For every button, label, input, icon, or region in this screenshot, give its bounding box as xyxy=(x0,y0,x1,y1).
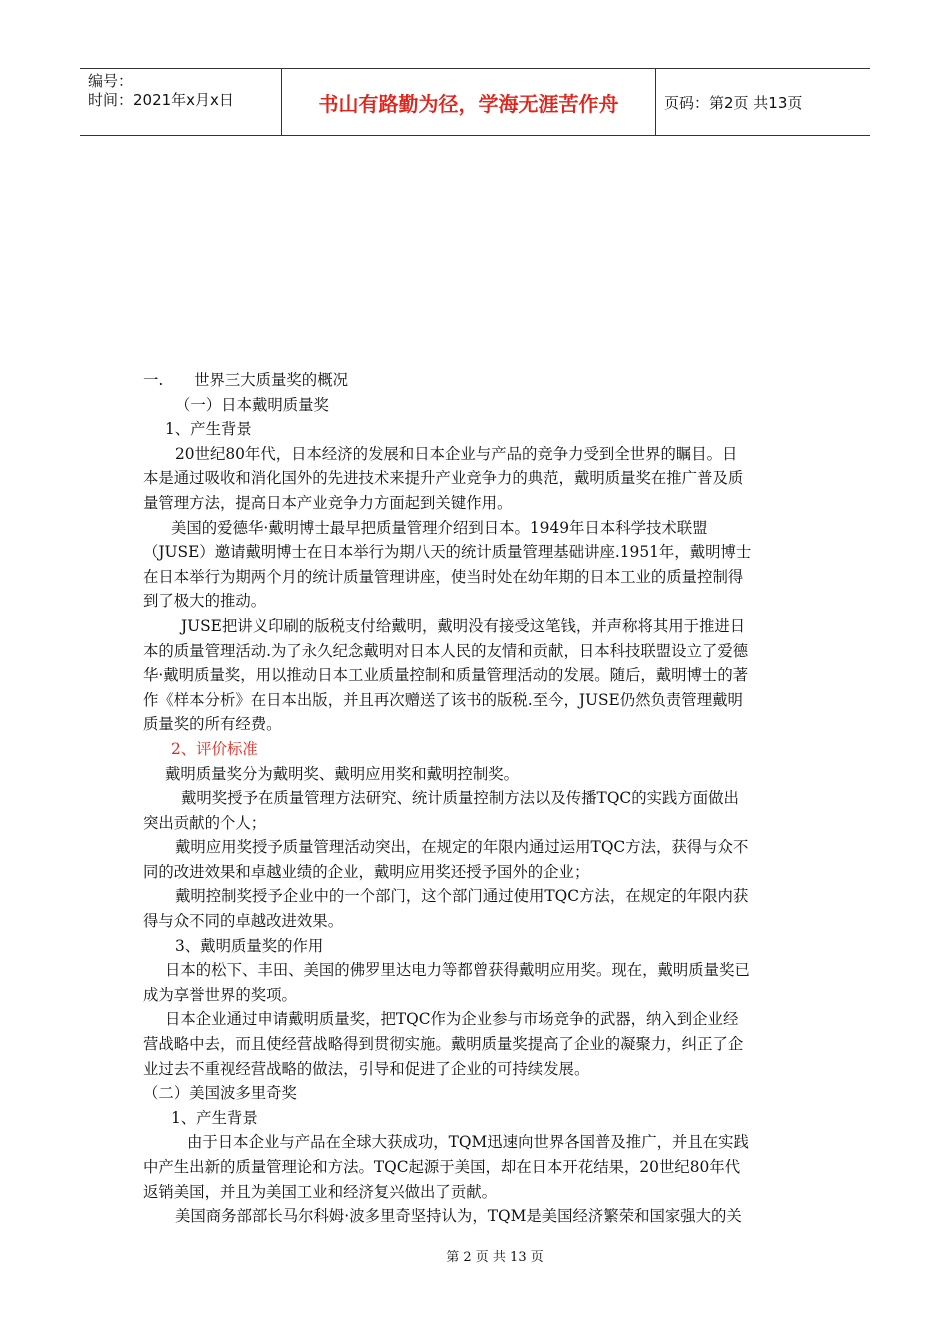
page-header xyxy=(80,68,870,136)
body-line: （二）美国波多里奇奖 xyxy=(143,1084,297,1103)
body-line: 戴明质量奖分为戴明奖、戴明应用奖和戴明控制奖。 xyxy=(165,764,519,783)
body-line: 美国的爱德华·戴明博士最早把质量管理介绍到日本。1949年日本科学技术联盟 xyxy=(171,518,708,537)
body-line: 中产生出新的质量管理论和方法。TQC起源于美国，却在日本开花结果，20世纪80年代 xyxy=(143,1158,741,1176)
body-line: 到了极大的推动。 xyxy=(143,592,267,611)
body-line: 量管理方法，提高日本产业竞争力方面起到关键作用。 xyxy=(143,493,513,512)
body-line: 本的质量管理活动.为了永久纪念戴明对日本人民的友情和贡献，日本科技联盟设立了爱德 xyxy=(143,641,749,660)
body-line: 得与众不同的卓越改进效果。 xyxy=(143,912,344,931)
body-line: 质量奖的所有经费。 xyxy=(143,715,282,734)
header-meta xyxy=(80,69,282,135)
body-line: 由于日本企业与产品在全球大获成功，TQM迅速向世界各国普及推广，并且在实践 xyxy=(187,1133,749,1152)
page-footer xyxy=(0,1246,950,1265)
body-line: （一）日本戴明质量奖 xyxy=(175,395,329,414)
body-line: 营战略中去，而且使经营战略得到贯彻实施。戴明质量奖提高了企业的凝聚力，纠正了企 xyxy=(143,1035,744,1054)
body-line: 2、评价标准 xyxy=(171,739,258,758)
body-line: 日本的松下、丰田、美国的佛罗里达电力等都曾获得戴明应用奖。现在，戴明质量奖已 xyxy=(165,961,750,980)
header-motto: 书山有路勤为径，学海无涯苦作舟 xyxy=(282,69,656,135)
body-line: 华·戴明质量奖，用以推动日本工业质量控制和质量管理活动的发展。随后，戴明博士的著 xyxy=(143,666,749,685)
body-line: 在日本举行为期两个月的统计质量管理讲座，使当时处在幼年期的日本工业的质量控制得 xyxy=(143,567,744,586)
body-line: 美国商务部部长马尔科姆·波多里奇坚持认为，TQM是美国经济繁荣和国家强大的关 xyxy=(175,1207,742,1226)
body-line: 戴明应用奖授予质量管理活动突出，在规定的年限内通过运用TQC方法，获得与众不 xyxy=(175,838,749,857)
body-line: 突出贡献的个人； xyxy=(143,813,267,832)
body-line: 20世纪80年代，日本经济的发展和日本企业与产品的竞争力受到全世界的瞩目。日 xyxy=(175,444,738,463)
body-line: 同的改进效果和卓越业绩的企业，戴明应用奖还授予国外的企业； xyxy=(143,862,590,881)
header-page-number: 页码：第2页 共13页 xyxy=(664,93,803,112)
body-line: 戴明控制奖授予企业中的一个部门，这个部门通过使用TQC方法，在规定的年限内获 xyxy=(175,887,749,906)
body-line: 1、产生背景 xyxy=(165,420,252,439)
document-date-label: 时间：2021年x月x日 xyxy=(88,91,234,109)
body-line: 戴明奖授予在质量管理方法研究、统计质量控制方法以及传播TQC的实践方面做出 xyxy=(181,789,739,808)
body-line: JUSE把讲义印刷的版税支付给戴明，戴明没有接受这笔钱，并声称将其用于推进日 xyxy=(181,616,746,635)
body-line: 一. 世界三大质量奖的概况 xyxy=(143,371,348,389)
body-line: 作《样本分析》在日本出版，并且再次赠送了该书的版税.至今，JUSE仍然负责管理戴明 xyxy=(143,690,743,709)
body-line: 日本企业通过申请戴明质量奖，把TQC作为企业参与市场竞争的武器，纳入到企业经 xyxy=(165,1010,739,1029)
body-line: 1、产生背景 xyxy=(171,1108,258,1127)
body-line: 成为享誉世界的奖项。 xyxy=(143,985,297,1004)
body-line: 3、戴明质量奖的作用 xyxy=(175,936,324,955)
body-line: 返销美国，并且为美国工业和经济复兴做出了贡献。 xyxy=(143,1182,497,1201)
body-line: 业过去不重视经营战略的做法，引导和促进了企业的可持续发展。 xyxy=(143,1059,590,1078)
body-line: 本是通过吸收和消化国外的先进技术来提升产业竞争力的典范，戴明质量奖在推广普及质 xyxy=(143,469,744,488)
footer-page-number: 第 2 页 共 13 页 xyxy=(446,1250,544,1265)
document-body xyxy=(143,368,803,1229)
body-line: （JUSE）邀请戴明博士在日本举行为期八天的统计质量管理基础讲座.1951年，戴明博士 xyxy=(143,543,752,562)
document-code-label: 编号： xyxy=(88,72,134,90)
